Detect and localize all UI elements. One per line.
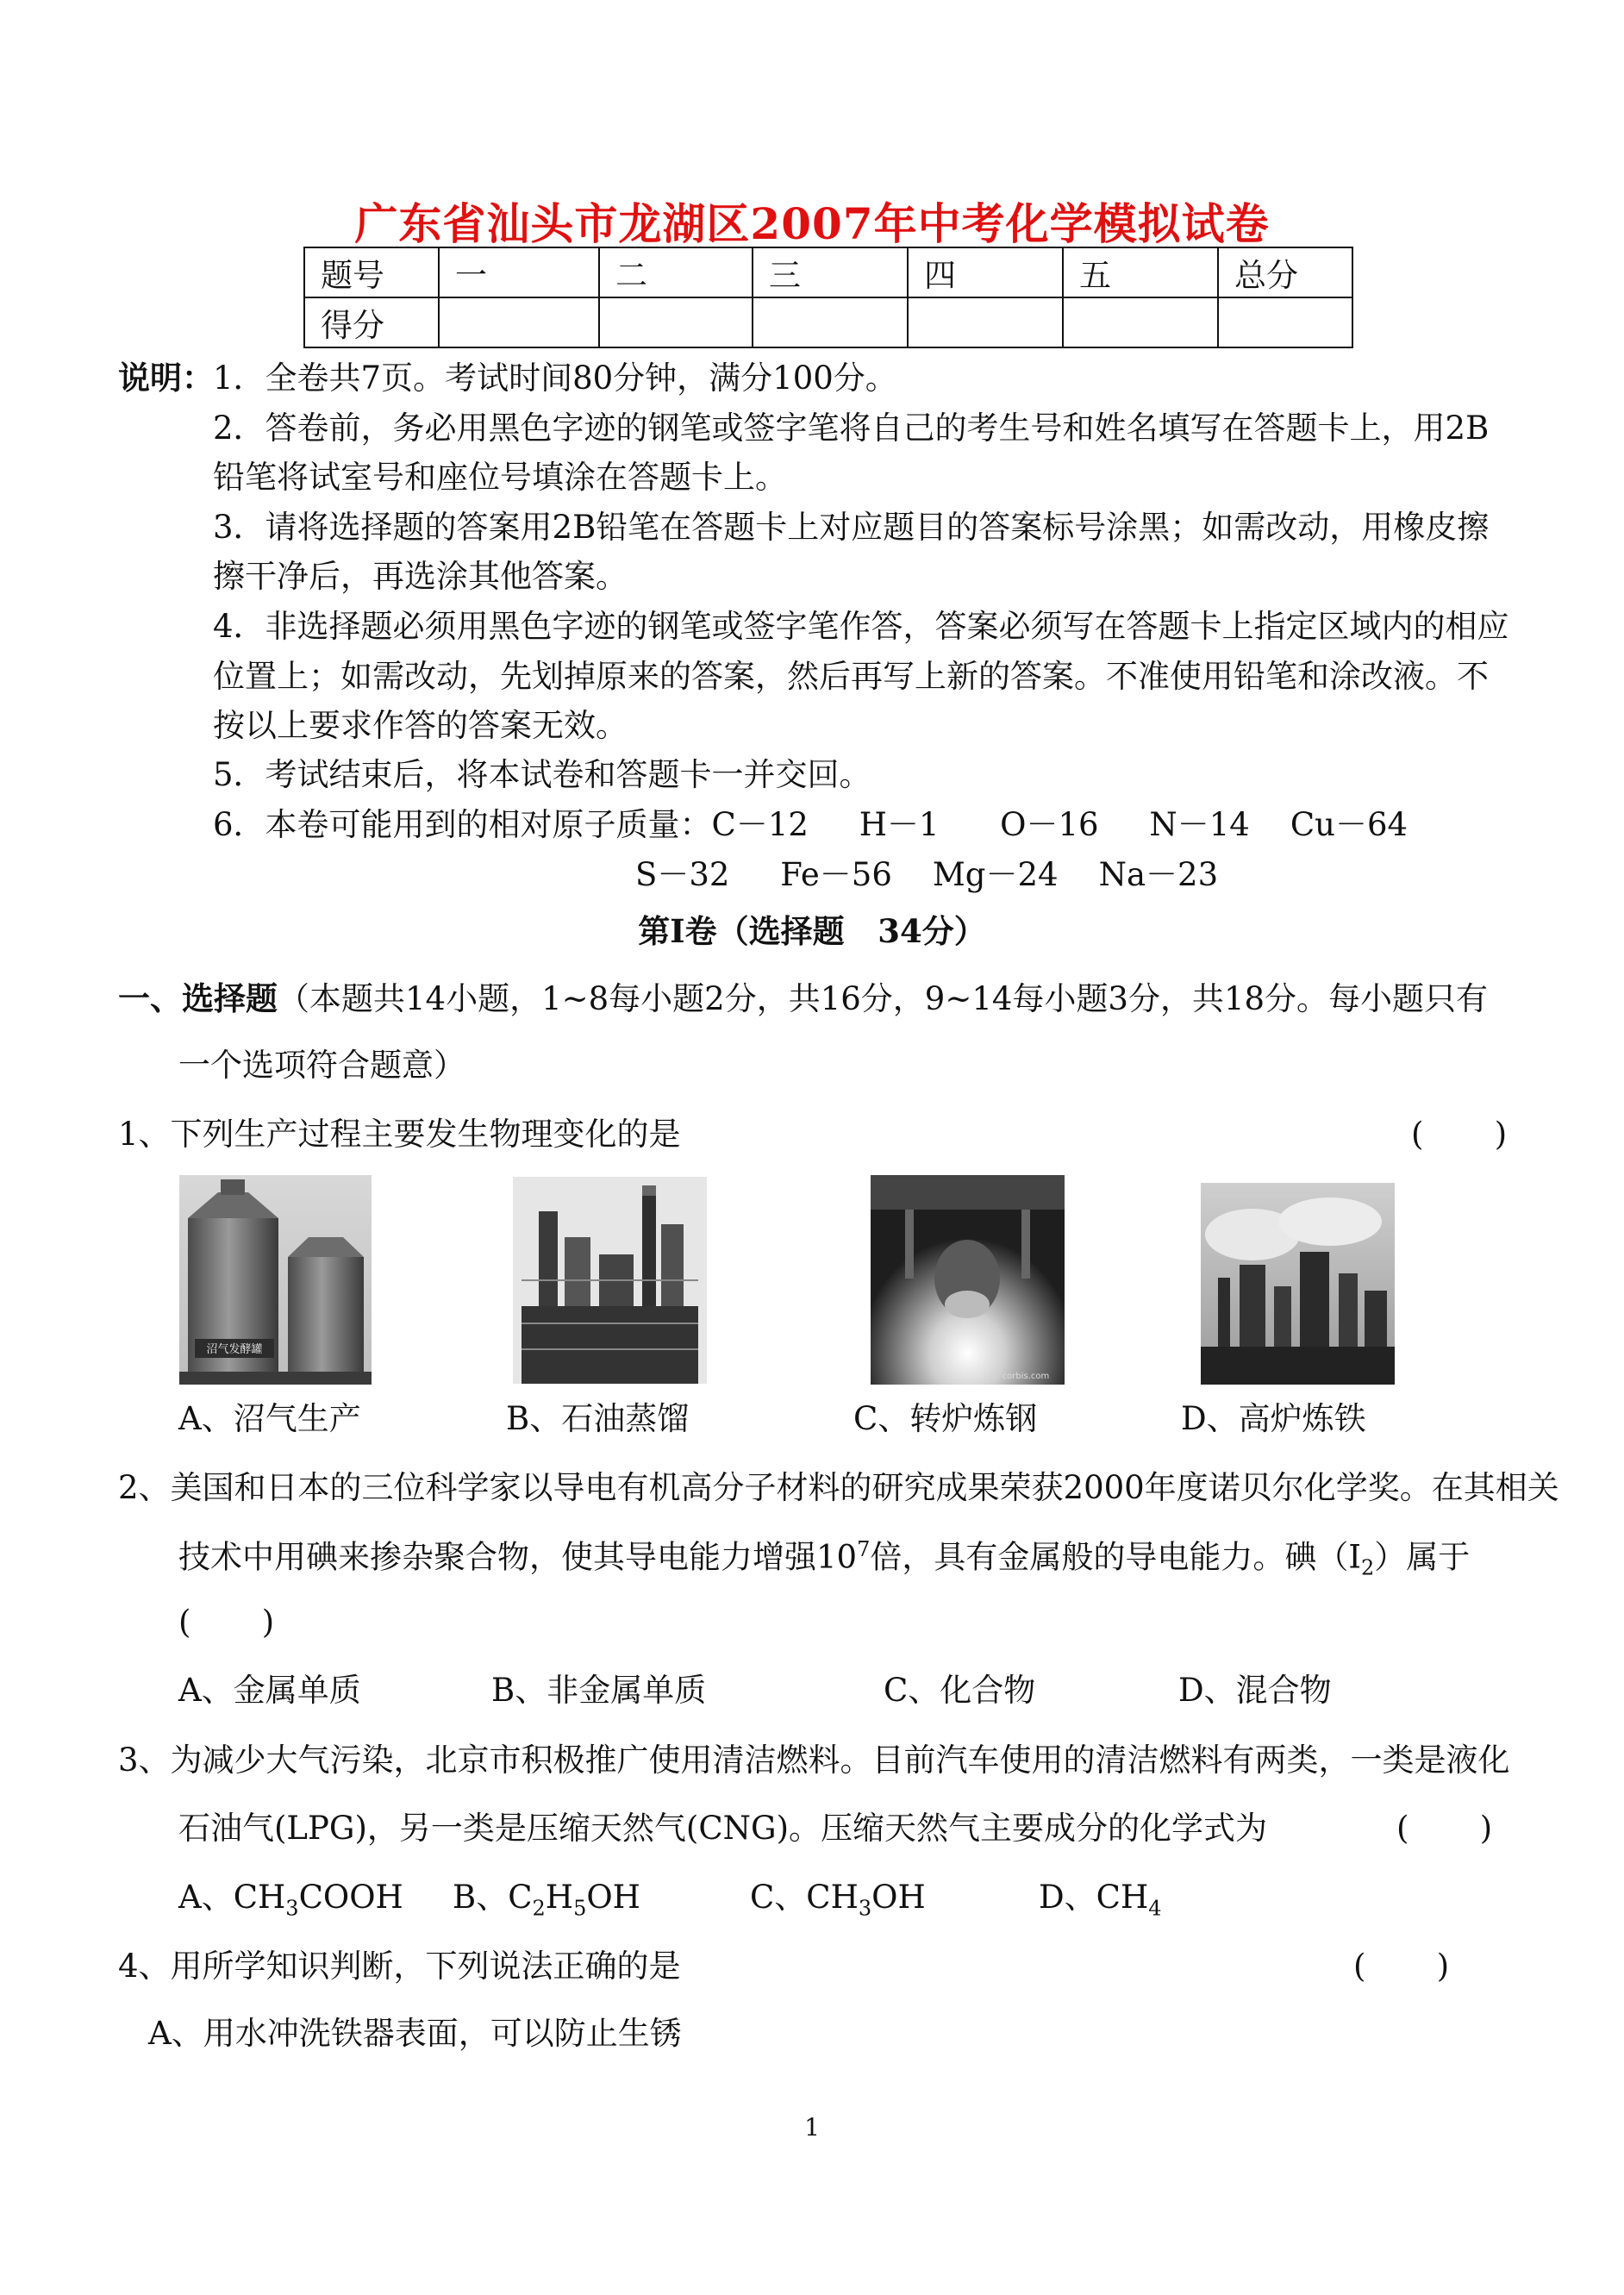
biogas-tank-photo: [179, 1175, 372, 1385]
biogas-tank-sign-text: 沼气发酵罐: [206, 1343, 263, 1356]
score-cell: [439, 297, 599, 347]
q2-text-c: ）属于: [1374, 1538, 1471, 1576]
q2-text-b: 倍，具有金属般的导电能力。碘（I: [870, 1538, 1361, 1576]
q3-option-b-text: H: [545, 1879, 574, 1916]
score-table-score-row: [304, 297, 1352, 347]
score-header-cell: 一: [439, 247, 599, 297]
part-one-desc: （本题共14小题，1~8每小题2分，共16分，9~14每小题3分，共18分。每小题只有: [278, 980, 1489, 1017]
q3-option-b: [453, 1879, 640, 1921]
question-2-line1: 2、美国和日本的三位科学家以导电有机高分子材料的研究成果荣获2000年度诺贝尔化学奖。在其相关: [118, 1469, 1559, 1506]
q2-option-d: D、混合物: [1178, 1672, 1332, 1709]
score-cell: [1063, 297, 1218, 347]
score-header-cell: 题号: [304, 247, 439, 297]
q3-option-a-text: COOH: [298, 1879, 403, 1916]
score-cell: [908, 297, 1063, 347]
score-header-cell: 二: [599, 247, 753, 297]
q3-option-b-sub: 2: [532, 1896, 546, 1921]
q2-option-b: B、非金属单质: [491, 1672, 707, 1709]
atomic-mass-line: 6．本卷可能用到的相对原子质量：C－12 H－1 O－16 N－14 Cu－64: [213, 806, 1409, 843]
atomic-mass-line: S－32 Fe－56 Mg－24 Na－23: [635, 856, 1219, 893]
question-4-stem: 4、用所学知识判断，下列说法正确的是: [118, 1948, 681, 1985]
page-number: 1: [804, 2113, 820, 2142]
score-header-cell: 三: [753, 247, 908, 297]
score-cell: [599, 297, 753, 347]
q3-option-c: [750, 1879, 926, 1921]
q2-option-c: C、化合物: [884, 1672, 1036, 1709]
q3-option-d-sub: 4: [1148, 1896, 1162, 1921]
page-title: 广东省汕头市龙湖区2007年中考化学模拟试卷: [354, 198, 1270, 249]
q2-sup: 7: [857, 1537, 871, 1561]
part-one-desc-cont: 一个选项符合题意）: [178, 1047, 465, 1084]
blast-furnace-photo: [1201, 1183, 1395, 1385]
question-2-line2: [178, 1539, 1470, 1579]
q2-option-a: A、金属单质: [178, 1672, 361, 1709]
question-3-line2: 石油气(LPG)，另一类是压缩天然气(CNG)。压缩天然气主要成分的化学式为: [178, 1810, 1268, 1847]
part-one-heading: [118, 979, 1489, 1017]
q3-option-c-text: C、CH: [750, 1879, 859, 1916]
score-header-cell: 四: [908, 247, 1063, 297]
q3-option-b-text: B、C: [453, 1879, 533, 1916]
question-1-stem: 1、下列生产过程主要发生物理变化的是: [118, 1116, 681, 1153]
photo-watermark-text: corbis.com: [1002, 1372, 1050, 1381]
q1-option-a: A、沼气生产: [178, 1400, 361, 1437]
oil-refinery-photo: [513, 1177, 707, 1384]
q3-option-a-sub: 3: [285, 1896, 299, 1921]
instruction-line: 1．全卷共7页。考试时间80分钟，满分100分。: [213, 360, 897, 397]
score-header-cell: 五: [1063, 247, 1218, 297]
answer-bracket: ( ): [1353, 1948, 1450, 1985]
q3-option-b-sub: 5: [573, 1896, 587, 1921]
q4-option-a: A、用水冲洗铁器表面，可以防止生锈: [148, 2015, 682, 2052]
instruction-line: 3．请将选择题的答案用2B铅笔在答题卡上对应题目的答案标号涂黑；如需改动，用橡皮擦: [213, 509, 1490, 546]
q3-option-d-text: D、CH: [1039, 1879, 1149, 1916]
score-row-label: 得分: [304, 297, 439, 347]
instruction-line: 2．答卷前，务必用黑色字迹的钢笔或签字笔将自己的考生号和姓名填写在答题卡上，用2B: [213, 410, 1490, 447]
q3-option-c-sub: 3: [858, 1896, 872, 1921]
answer-bracket: ( ): [1411, 1116, 1508, 1153]
score-cell: [1218, 297, 1352, 347]
score-table-header-row: [304, 247, 1352, 297]
converter-steelmaking-photo: [871, 1175, 1065, 1385]
instruction-line: 4．非选择题必须用黑色字迹的钢笔或签字笔作答，答案必须写在答题卡上指定区域内的相应: [213, 608, 1509, 645]
score-header-cell: 总分: [1218, 247, 1352, 297]
instruction-line: 铅笔将试室号和座位号填涂在答题卡上。: [213, 459, 787, 496]
q1-option-b: B、石油蒸馏: [506, 1400, 690, 1437]
q1-option-c: C、转炉炼钢: [853, 1400, 1038, 1437]
q2-text-a: 技术中用碘来掺杂聚合物，使其导电能力增强10: [178, 1538, 858, 1576]
q1-option-d: D、高炉炼铁: [1181, 1400, 1366, 1437]
q3-option-a: [178, 1879, 403, 1921]
instruction-line: 5．考试结束后，将本试卷和答题卡一并交回。: [213, 756, 871, 793]
part-one-label: 一、选择题: [118, 979, 278, 1017]
q3-option-c-text: OH: [871, 1879, 926, 1916]
question-3-line1: 3、为减少大气污染，北京市积极推广使用清洁燃料。目前汽车使用的清洁燃料有两类，一类是液化: [118, 1742, 1510, 1779]
q3-option-a-text: A、CH: [178, 1879, 286, 1916]
instruction-line: 按以上要求作答的答案无效。: [213, 707, 628, 744]
instruction-line: 擦干净后，再选涂其他答案。: [213, 558, 628, 595]
q3-option-d: [1039, 1879, 1162, 1921]
score-cell: [753, 297, 908, 347]
answer-bracket: ( ): [1396, 1810, 1493, 1847]
q2-sub: 2: [1361, 1555, 1375, 1580]
instructions-label: 说明：: [118, 359, 214, 397]
answer-bracket: ( ): [178, 1604, 275, 1641]
instruction-line: 位置上；如需改动，先划掉原来的答案，然后再写上新的答案。不准使用铅笔和涂改液。不: [213, 658, 1489, 695]
score-table: [303, 247, 1353, 348]
section-heading: 第Ⅰ卷（选择题 34分）: [638, 912, 986, 950]
q3-option-b-text: OH: [586, 1879, 640, 1916]
